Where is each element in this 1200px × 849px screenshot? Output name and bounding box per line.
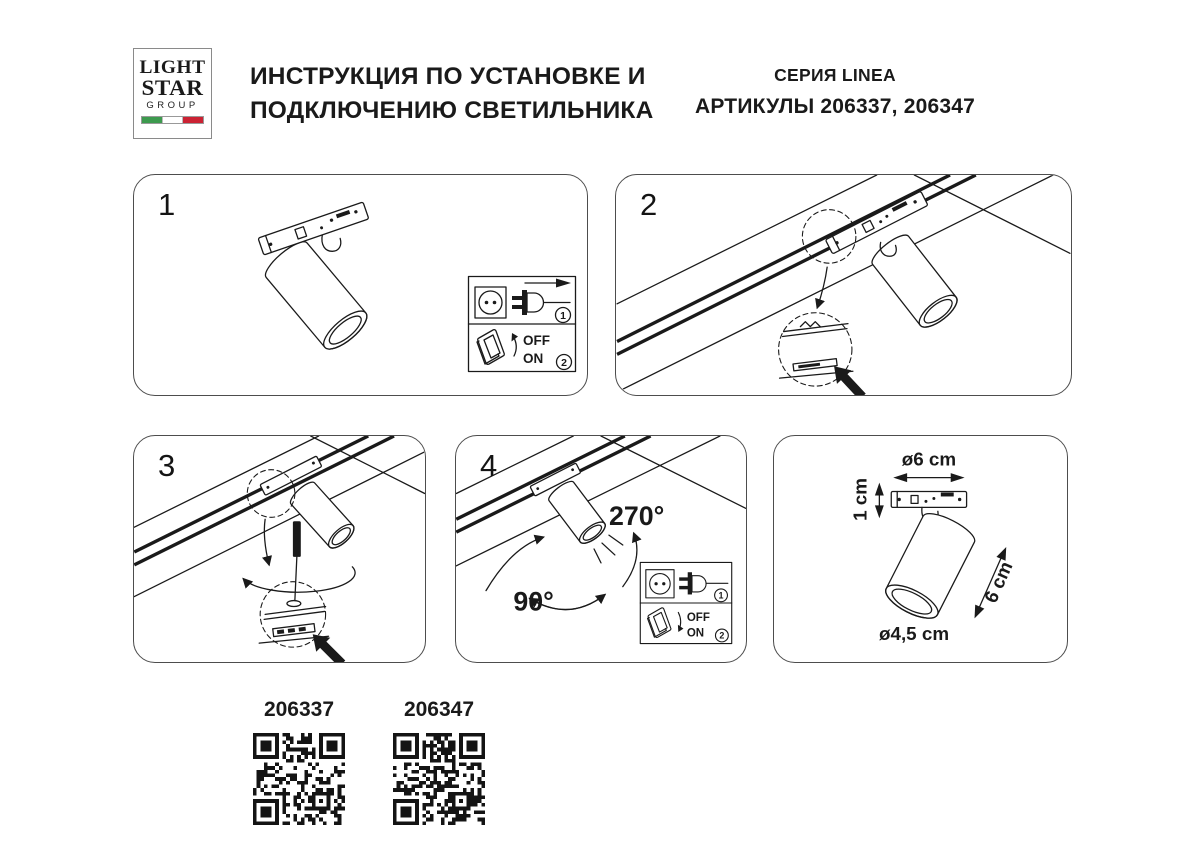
italian-flag-stripe [141,116,204,124]
width-dim-arrow [893,473,964,482]
qr-code-206347 [393,733,485,825]
page-title-line-1: ИНСТРУКЦИЯ ПО УСТАНОВКЕ И [250,63,646,90]
articles-label: АРТИКУЛЫ 206337, 206347 [695,95,975,118]
track-mounting-drawing [616,175,1071,395]
screwdriver-icon [293,521,301,600]
on-label: ON [686,627,705,640]
height-dim-arrow [875,483,884,519]
dimensions-drawing [774,436,1067,662]
lightstar-logo [133,48,212,139]
light-rays-icon [594,535,623,563]
rotate-arrow [243,567,355,592]
step-1-badge [556,308,571,323]
adapter-bar [891,492,966,508]
step-number-2: 2 [640,187,658,222]
rotate-arrow-right [623,533,637,587]
header-right [660,65,1010,119]
rotate-arrow-left [486,537,543,591]
svg-text:2: 2 [561,356,567,369]
dimensions-panel [773,435,1068,663]
qr-label-206337: 206337 [263,698,335,721]
flag-green-segment [142,117,162,123]
qr-code-206337 [253,733,345,825]
series-label: СЕРИЯ LINEA [774,65,896,85]
angle-270-label: 270° [609,501,665,532]
angle-90-label: 90° [513,586,554,617]
step-panel-1 [133,174,588,396]
step-number-4: 4 [480,448,498,483]
callout-arrow [264,519,269,565]
svg-text:1: 1 [560,309,566,322]
step-panel-4 [455,435,747,663]
flag-white-segment [162,117,184,123]
track-height-label: 1 cm [849,477,871,521]
step-number-1: 1 [158,187,176,222]
off-label: OFF [523,333,550,348]
power-pictogram [639,552,733,654]
track-width-label: ø6 cm [901,448,957,470]
locking-screw-drawing [134,436,425,662]
page-title [250,60,653,128]
page-title-line-2: ПОДКЛЮЧЕНИЮ СВЕТИЛЬНИКА [250,97,654,124]
logo-word-light: LIGHT [139,57,206,78]
qr-label-206347: 206347 [403,698,475,721]
step-2-badge [557,355,572,370]
off-label: OFF [686,611,710,624]
svg-text:2: 2 [719,630,725,641]
body-length-label: 6 cm [979,558,1017,606]
svg-text:1: 1 [718,590,724,601]
step-2-badge [715,629,728,642]
on-label: ON [523,351,544,366]
step-panel-2 [615,174,1072,396]
step-number-3: 3 [158,448,176,483]
step-panel-3 [133,435,426,663]
push-arrow-icon [827,360,870,395]
body-diameter-label: ø4,5 cm [878,623,950,645]
flag-red-segment [183,117,203,123]
callout-arrow [817,267,827,308]
logo-word-group: GROUP [146,100,199,111]
logo-word-star: STAR [141,75,204,100]
power-pictogram [467,275,577,373]
step-1-badge [715,589,728,602]
